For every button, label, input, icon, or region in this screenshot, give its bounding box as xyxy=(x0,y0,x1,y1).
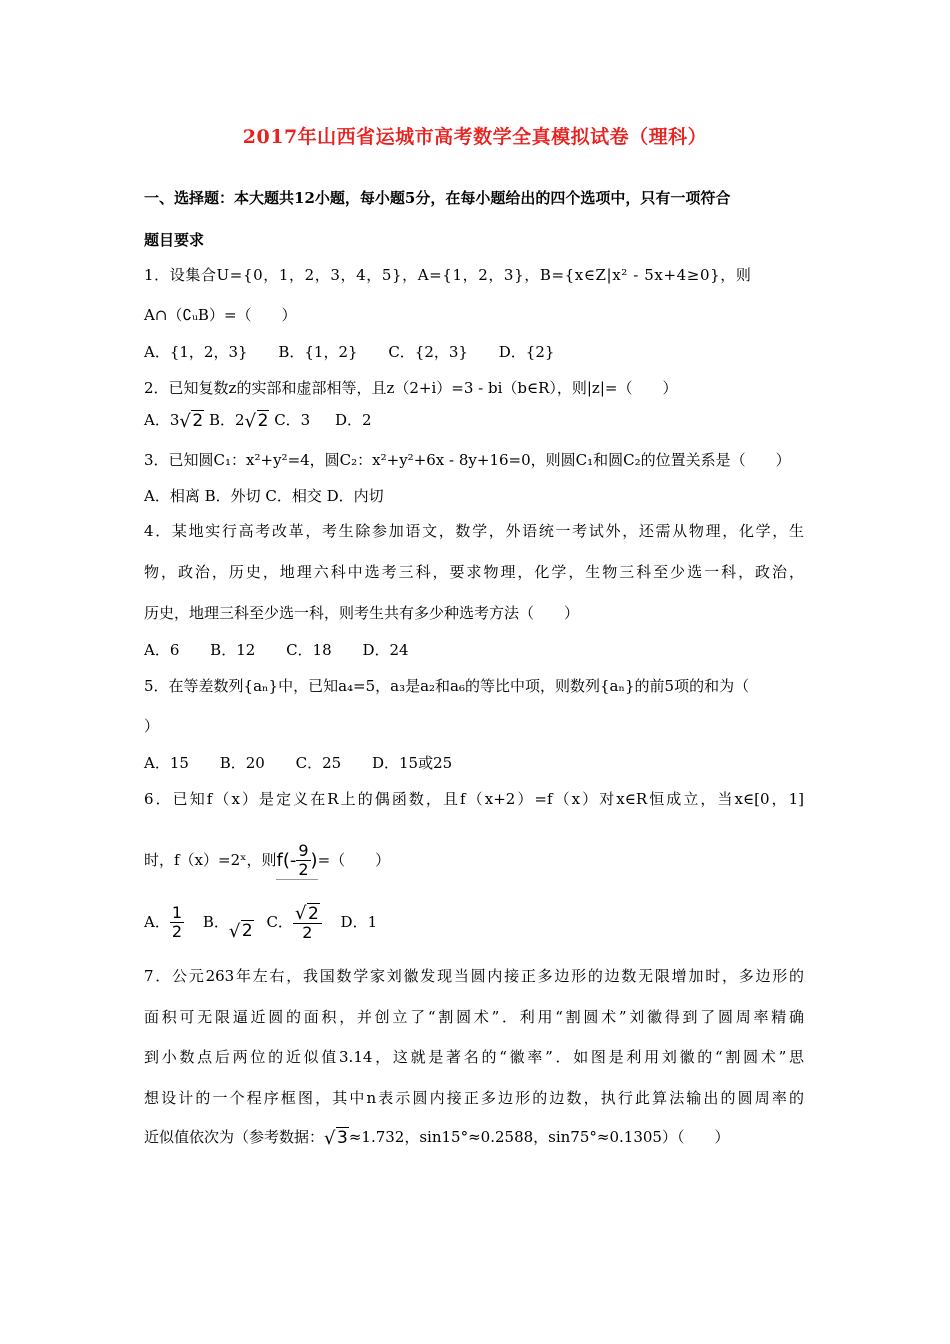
q5-option-b: B．20 xyxy=(219,754,265,772)
q6-option-a-label: A． xyxy=(144,912,170,931)
q5-option-a: A．15 xyxy=(144,754,189,772)
q7-sqrt xyxy=(324,1128,349,1148)
q5-option-d: D．15或25 xyxy=(371,754,453,772)
q2-option-b-prefix: B．2 xyxy=(209,411,245,429)
q6-options xyxy=(144,904,377,942)
q3-stem: 3．已知圆C₁：x²+y²=4，圆C₂：x²+y²+6x - 8y+16=0，则圆C₁和圆C₂的位置关系是（ ） xyxy=(144,451,791,469)
q2-options xyxy=(144,409,372,431)
q2-option-d: D．2 xyxy=(335,411,372,429)
q4-option-c: C．18 xyxy=(286,641,332,659)
q6-stem-line2-suffix: =（ ） xyxy=(317,851,391,869)
section-heading-line1: 一、选择题：本大题共12小题，每小题5分，在每小题给出的四个选项中，只有一项符合 xyxy=(144,189,731,207)
radical-sign-icon: √ xyxy=(324,1128,336,1149)
q6-option-d: D．1 xyxy=(340,912,378,931)
q7-stem-line1: 7．公元263年左右，我国数学家刘徽发现当圆内接正多边形的边数无限增加时，多边形的 xyxy=(144,967,804,985)
q2-option-b-sqrt xyxy=(245,411,270,431)
radical-sign-icon: √ xyxy=(244,411,257,432)
q6-option-c-radicand: 2 xyxy=(307,903,319,924)
q3-options: A．相离 B．外切 C．相交 D．内切 xyxy=(144,487,384,505)
q7-stem-line5-suffix: ≈1.732，sin15°≈0.2588，sin75°≈0.1305）（ ） xyxy=(348,1128,730,1146)
q7-stem-line4: 想设计的一个程序框图，其中n表示圆内接正多边形的边数，执行此算法输出的圆周率的 xyxy=(144,1089,804,1107)
q6-stem-line1: 6．已知f（x）是定义在R上的偶函数，且f（x+2）=f（x）对x∈R恒成立，当x∈[0，1] xyxy=(144,790,804,808)
q5-stem-line1: 5．在等差数列{aₙ}中，已知a₄=5，a₃是a₂和a₆的等比中项，则数列{aₙ}的前5项的和为（ xyxy=(144,677,750,695)
q1-options xyxy=(144,341,580,362)
q6-option-c-label: C． xyxy=(266,912,293,931)
q6-option-c-sqrt xyxy=(294,902,320,924)
q6-option-b-sqrt xyxy=(229,921,254,941)
q6-function-expression xyxy=(276,842,317,880)
q4-option-d: D．24 xyxy=(362,641,409,659)
q2-stem: 2．已知复数z的实部和虚部相等，且z（2+i）=3 - bi（b∈R），则|z|=（ ） xyxy=(144,379,678,397)
q7-stem-line3: 到小数点后两位的近似值3.14，这就是著名的“徽率”．如图是利用刘徽的“割圆术”思 xyxy=(144,1048,804,1066)
q2-option-b-radicand: 2 xyxy=(257,411,269,431)
q4-stem-line3: 历史，地理三科至少选一科，则考生共有多少种选考方法（ ） xyxy=(144,604,580,622)
q4-stem-line1: 4．某地实行高考改革，考生除参加语文，数学，外语统一考试外，还需从物理，化学，生 xyxy=(144,522,804,540)
q1-stem-line2: A∩（∁ᵤB）=（ ） xyxy=(144,306,297,324)
q6-stem-line2-prefix: 时，f（x）=2ˣ，则 xyxy=(144,851,277,869)
q7-stem-line5 xyxy=(144,1126,729,1148)
section-heading-line2: 题目要求 xyxy=(144,231,205,249)
q1-option-a: A．{1，2，3} xyxy=(144,343,248,361)
q1-option-d: D．{2} xyxy=(498,343,555,361)
q6-stem-line2 xyxy=(144,842,390,880)
q4-option-a: A．6 xyxy=(144,641,180,659)
q2-option-a-prefix: A．3 xyxy=(144,411,180,429)
q6-f-close: ) xyxy=(310,850,318,871)
q2-option-c: C．3 xyxy=(274,411,311,429)
radical-sign-icon: √ xyxy=(179,411,191,432)
q6-option-c-denominator: 2 xyxy=(302,922,313,942)
radical-sign-icon: √ xyxy=(228,920,241,942)
q1-option-b: B．{1，2} xyxy=(278,343,358,361)
q6-option-a-denominator: 2 xyxy=(171,922,183,942)
q7-stem-line5-prefix: 近似值依次为（参考数据： xyxy=(144,1128,325,1146)
q2-option-a-sqrt xyxy=(179,411,204,431)
q5-option-c: C．25 xyxy=(295,754,342,772)
q6-option-c-fraction xyxy=(293,904,322,942)
q1-stem-line1: 1．设集合U={0，1，2，3，4，5}，A={1，2，3}，B={x∈Z|x² - 5x+4≥0}，则 xyxy=(144,266,752,284)
q6-option-a-numerator: 1 xyxy=(171,903,183,923)
q6-option-b-radicand: 2 xyxy=(241,920,253,941)
q6-f-label: f(- xyxy=(276,850,297,871)
q4-options xyxy=(144,639,435,660)
q5-stem-line2: ） xyxy=(144,717,160,735)
q6-option-b-label: B． xyxy=(202,912,229,931)
q4-stem-line2: 物，政治，历史，地理六科中选考三科，要求物理，化学，生物三科至少选一科，政治， xyxy=(144,563,804,581)
radical-sign-icon: √ xyxy=(294,902,307,924)
q1-option-c: C．{2，3} xyxy=(388,343,468,361)
q6-fraction-denominator: 2 xyxy=(298,860,309,879)
q6-fraction xyxy=(296,842,310,879)
q7-radicand: 3 xyxy=(337,1128,348,1148)
q6-option-c-numerator xyxy=(293,904,322,924)
q7-stem-line2: 面积可无限逼近圆的面积，并创立了“割圆术”．利用“割圆术”刘徽得到了圆周率精确 xyxy=(144,1008,804,1026)
q6-fraction-numerator: 9 xyxy=(298,841,309,860)
q2-option-a-radicand: 2 xyxy=(192,411,204,431)
q5-options xyxy=(144,752,478,773)
q6-option-a-fraction xyxy=(170,904,184,941)
q4-option-b: B．12 xyxy=(210,641,256,659)
page-title: 2017年山西省运城市高考数学全真模拟试卷（理科） xyxy=(242,126,708,148)
